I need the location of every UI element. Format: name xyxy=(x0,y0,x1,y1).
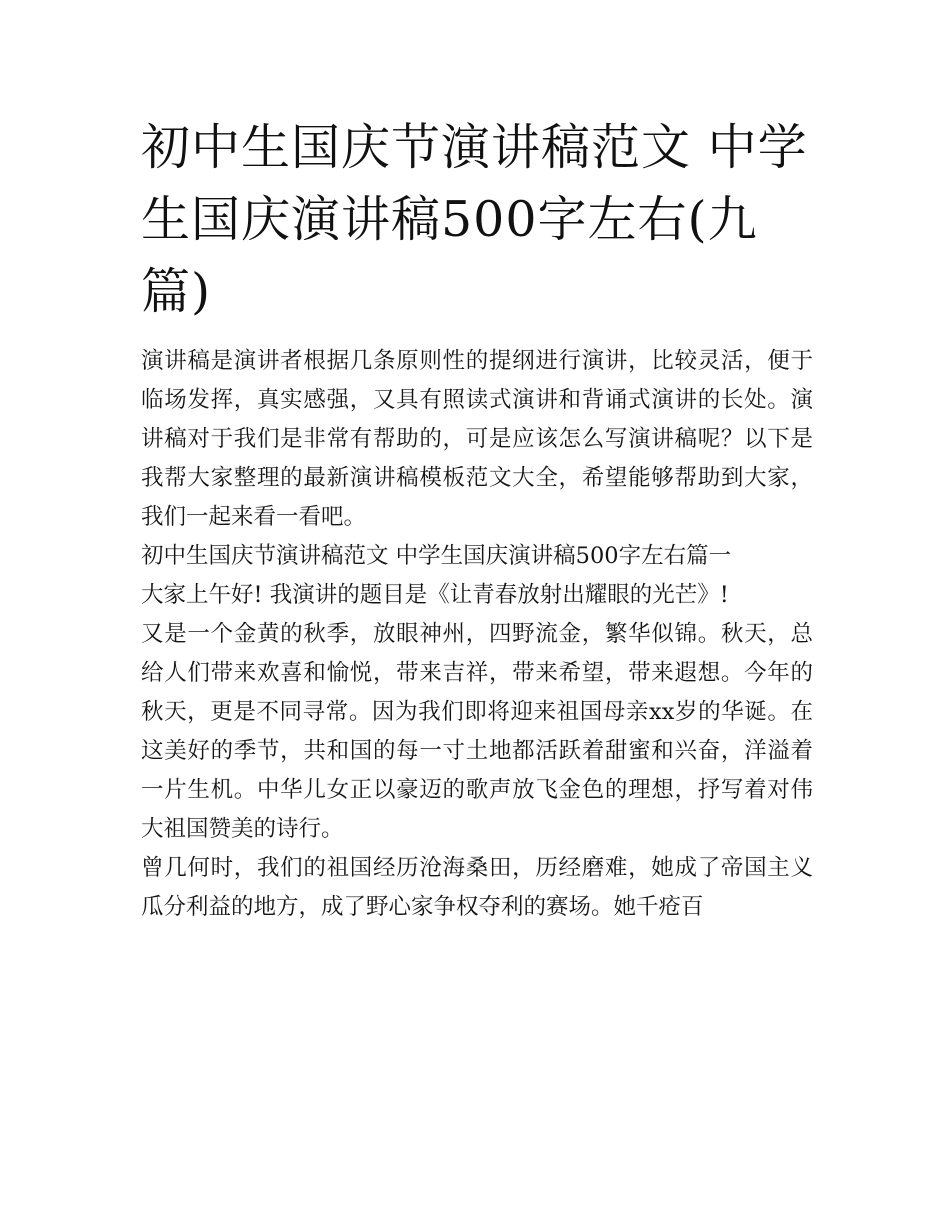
section-heading: 初中生国庆节演讲稿范文 中学生国庆演讲稿500字左右篇一 xyxy=(141,543,732,569)
document-body xyxy=(141,112,813,927)
body-paragraph: 大家上午好! 我演讲的题目是《让青春放射出耀眼的光芒》! xyxy=(141,582,729,608)
document-title: 初中生国庆节演讲稿范文 中学生国庆演讲稿500字左右(九篇) xyxy=(141,119,808,320)
body-paragraph: 又是一个金黄的秋季，放眼神州，四野流金，繁华似锦。秋天，总给人们带来欢喜和愉悦，带来吉祥，带来希望，带来遐想。今年的秋天，更是不同寻常。因为我们即将迎来祖国母亲xx岁的华诞。在这美好的季节，共和国的每一寸土地都活跃着甜蜜和兴奋，洋溢着一片生机。中华儿女正以豪迈的歌声放飞金色的理想，抒写着对伟大祖国赞美的诗行。 xyxy=(141,621,813,842)
intro-paragraph: 演讲稿是演讲者根据几条原则性的提纲进行演讲，比较灵活，便于临场发挥，真实感强，又具有照读式演讲和背诵式演讲的长处。演讲稿对于我们是非常有帮助的，可是应该怎么写演讲稿呢？以下是我帮大家整理的最新演讲稿模板范文大全，希望能够帮助到大家，我们一起来看一看吧。 xyxy=(141,348,813,530)
body-paragraph: 曾几何时，我们的祖国经历沧海桑田，历经磨难，她成了帝国主义瓜分利益的地方，成了野心家争权夺利的赛场。她千疮百 xyxy=(141,855,813,920)
